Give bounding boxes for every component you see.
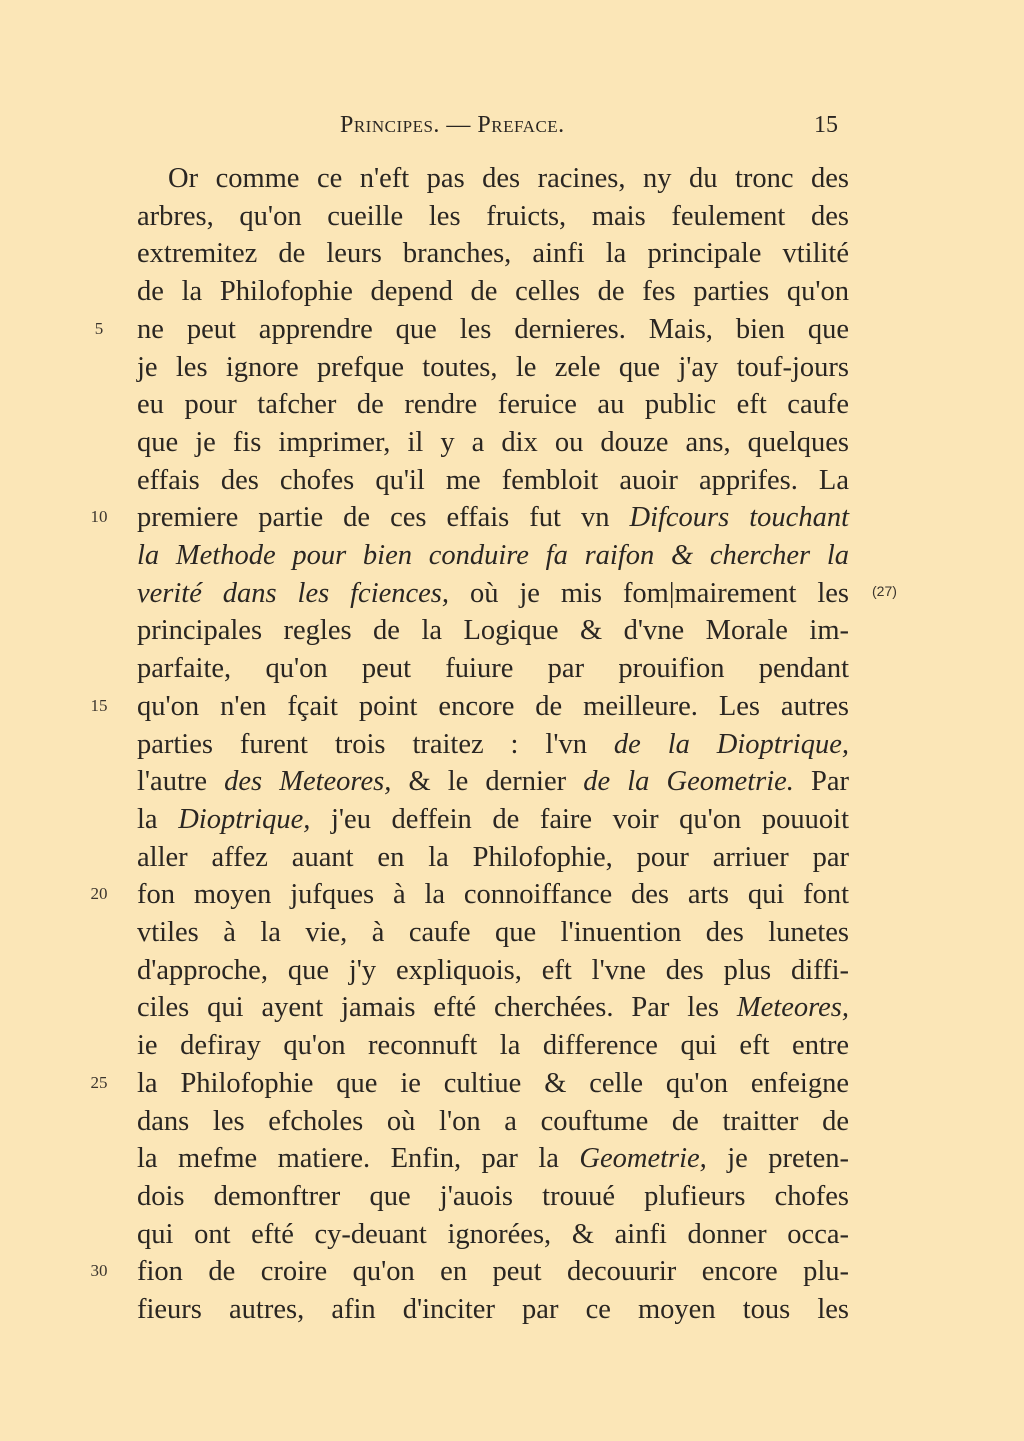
text-segment: ne peut apprendre que les dernieres. Mais, bien que: [137, 313, 849, 345]
text-segment: de la Philofophie depend de celles de fes parties qu'on: [137, 276, 849, 308]
line-text: [137, 876, 849, 914]
text-segment: principales regles de la Logique & d'vne Morale im-: [137, 615, 849, 647]
margin-page-reference: (27): [872, 582, 897, 599]
text-line: [0, 198, 1024, 236]
line-text: [137, 575, 849, 613]
line-number: 10: [90, 507, 108, 527]
line-text: [137, 1027, 849, 1065]
text-segment: aller affez auant en la Philofophie, pour arriuer par: [137, 841, 849, 873]
line-number: 20: [90, 884, 108, 904]
text-segment: la mefme matiere. Enfin, par la: [137, 1143, 580, 1175]
line-text: [137, 349, 849, 387]
text-segment: effais des chofes qu'il me fembloit auoir apprifes. La: [137, 464, 849, 496]
text-segment: qui ont efté cy-deuant ignorées, & ainfi donner occa-: [137, 1218, 849, 1250]
text-line: [0, 537, 1024, 575]
line-text: [137, 235, 849, 273]
italic-title-text: Meteores,: [736, 992, 849, 1024]
italic-title-text: Geometrie,: [579, 1143, 707, 1175]
text-line: [0, 424, 1024, 462]
line-text: [137, 537, 849, 575]
line-text: [137, 462, 849, 500]
text-line: [0, 612, 1024, 650]
line-text: [137, 1178, 849, 1216]
text-line: [0, 1178, 1024, 1216]
text-segment: vtiles à la vie, à caufe que l'inuention des lunetes: [137, 917, 849, 948]
text-line: [0, 650, 1024, 688]
text-line: [0, 1103, 1024, 1141]
text-segment: dans les efcholes où l'on a couftume de traitter de: [137, 1105, 849, 1137]
text-segment: Par: [793, 766, 850, 798]
text-segment: premiere partie de ces effais fut vn: [137, 502, 630, 534]
text-line: [0, 989, 1024, 1027]
text-line: [0, 1216, 1024, 1254]
text-segment: l'autre: [137, 766, 225, 798]
text-line: [0, 952, 1024, 990]
text-segment: fion de croire qu'on en peut decouurir encore plu-: [137, 1256, 849, 1288]
line-text: [137, 650, 849, 688]
running-title: Principes. — Preface.: [340, 112, 565, 138]
text-line: [0, 876, 1024, 914]
text-segment: fieurs autres, afin d'inciter par ce moyen tous les: [137, 1294, 849, 1325]
text-segment: où je mis fom|mairement les: [449, 577, 849, 609]
text-segment: j'eu deffein de faire voir qu'on pouuoit: [310, 803, 849, 835]
line-number: 25: [90, 1072, 108, 1092]
line-text: [137, 1216, 849, 1254]
italic-title-text: Difcours touchant: [629, 502, 849, 534]
text-line: [0, 801, 1024, 839]
line-text: [137, 386, 849, 424]
text-line: [0, 1027, 1024, 1065]
line-text: [137, 273, 849, 311]
text-line: [0, 462, 1024, 500]
text-segment: je les ignore prefque toutes, le zele que j'ay touf-jours: [137, 351, 849, 383]
italic-title-text: la Methode pour bien conduire fa raifon & chercher la: [137, 540, 849, 571]
line-text: [137, 499, 849, 537]
text-line: [0, 1065, 1024, 1103]
line-text: [168, 160, 849, 198]
line-text: [137, 952, 849, 990]
text-segment: parties furent trois traitez : l'vn: [137, 728, 614, 760]
text-line: [0, 839, 1024, 877]
text-line: [0, 575, 1024, 613]
text-line: [0, 160, 1024, 198]
line-text: [137, 1065, 849, 1103]
text-line: [0, 499, 1024, 537]
text-line: [0, 386, 1024, 424]
text-line: [0, 1291, 1024, 1329]
text-line: [0, 1253, 1024, 1291]
italic-title-text: des Meteores,: [224, 766, 392, 798]
line-text: [137, 198, 849, 236]
text-segment: la Philofophie que ie cultiue & celle qu'on enfeigne: [137, 1067, 849, 1099]
text-segment: la: [137, 803, 179, 835]
line-text: [137, 801, 849, 839]
line-text: [137, 424, 849, 462]
italic-title-text: Dioptrique,: [178, 803, 311, 835]
text-segment: que je fis imprimer, il y a dix ou douze ans, quelques: [137, 426, 849, 458]
text-line: [0, 349, 1024, 387]
line-text: [137, 1140, 849, 1178]
text-segment: parfaite, qu'on peut fuiure par prouifion pendant: [137, 653, 849, 685]
line-text: [137, 989, 849, 1027]
line-text: [137, 311, 849, 349]
text-line: [0, 763, 1024, 801]
text-line: [0, 914, 1024, 952]
italic-title-text: de la Geometrie.: [583, 766, 794, 798]
line-text: [137, 1103, 849, 1141]
line-number: 30: [90, 1261, 108, 1281]
line-text: [137, 688, 849, 726]
line-text: [137, 839, 849, 877]
text-segment: ie defiray qu'on reconnuft la difference qui eft entre: [137, 1030, 849, 1062]
text-segment: & le dernier: [391, 766, 584, 798]
line-text: [137, 1291, 849, 1329]
text-line: [0, 273, 1024, 311]
text-line: [0, 1140, 1024, 1178]
text-segment: je preten-: [706, 1143, 849, 1175]
text-segment: Or comme ce n'eft pas des racines, ny du tronc des: [168, 163, 849, 194]
italic-title-text: de la Dioptrique,: [613, 728, 849, 760]
line-number: 15: [90, 695, 108, 715]
line-text: [137, 726, 849, 764]
text-segment: fon moyen jufques à la connoiffance des arts qui font: [137, 879, 849, 911]
line-text: [137, 612, 849, 650]
line-text: [137, 1253, 849, 1291]
text-segment: d'approche, que j'y expliquois, eft l'vne des plus diffi-: [137, 954, 849, 986]
running-head: [0, 112, 1024, 144]
text-segment: qu'on n'en fçait point encore de meilleure. Les autres: [137, 690, 849, 722]
text-segment: dois demonftrer que j'auois trouué plufieurs chofes: [137, 1180, 849, 1212]
text-line: [0, 311, 1024, 349]
text-line: [0, 726, 1024, 764]
text-segment: arbres, qu'on cueille les fruicts, mais feulement des: [137, 200, 849, 232]
line-text: [137, 914, 849, 952]
text-line: [0, 235, 1024, 273]
text-segment: extremitez de leurs branches, ainfi la principale vtilité: [137, 238, 849, 270]
line-number: 5: [94, 318, 104, 338]
line-text: [137, 763, 849, 801]
italic-title-text: verité dans les fciences,: [137, 577, 450, 609]
text-line: [0, 688, 1024, 726]
text-segment: ciles qui ayent jamais efté cherchées. Par les: [137, 992, 737, 1024]
text-segment: eu pour tafcher de rendre feruice au public eft caufe: [137, 389, 849, 421]
page-number: 15: [814, 112, 838, 138]
